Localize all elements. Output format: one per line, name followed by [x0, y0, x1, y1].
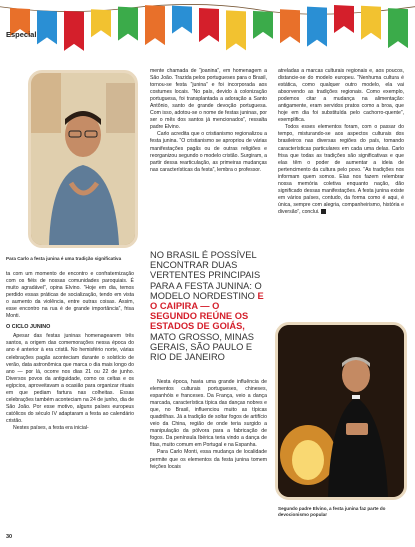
festive-flag [64, 11, 84, 51]
paragraph: Apesar das festas juninas homenagearem três santos, a origem das comemorações nessa época do ano é anterior à era cristã. No hemisfério norte, várias celebrações pagãs aconteciam durante o solstício de verão, data astronômica que marca o dia mais longo do ano — por lá, ocorre nos dias 21 ou 22 de junho. Diversos povos da antiguidade, como os celtas e os egípcios, aproveitavam a ocasião para organizar rituais em que pediam fartura nas colheitas. Essas celebrações também aconteciam na 24 de junho, dia de São João. Por esse motivo, alguns países europeus católicos do século IV adaptaram a festa ao calendário cristão. [6, 333, 134, 424]
article-column-2 [150, 68, 267, 174]
paragraph [278, 124, 404, 216]
festive-flag [91, 9, 111, 37]
festive-flag [388, 8, 408, 48]
festive-flag [361, 6, 381, 40]
festive-flag [253, 11, 273, 39]
section-label: Especial [6, 30, 37, 39]
photo-caption-carlo: Para Carlo a festa junina é uma tradição significativa [6, 256, 122, 261]
end-of-article-icon [321, 209, 326, 214]
festive-flag [226, 10, 246, 50]
photo-padre-elvino [275, 322, 407, 500]
paragraph: atreladas a marcas culturais regionais e, aos poucos, distancie-se do modelo europeu. “Nenhuma cultura é estática, como qualquer outro modelo, ela vai absorvendo as tradições regionais. Como exemplo, podemos citar a mudança na alimentação: antigamente, eram servidos pratos como a broa, que hoje em dia foi substituída pelo cachorro-quente”, exemplifica. [278, 68, 404, 124]
festive-flag [280, 9, 300, 43]
paragraph: Nesta época, havia uma grande influência de elementos culturais portugueses, chineses, espanhóis e franceses. Da França, veio a dança marcada, característica típica das danças nobres e que, no Brasil, influenciou muito as típicas quadrilhas. Já a tradição de soltar fogos de artifício veio da China, região de onde teria surgido a manipulação da pólvora para a fabricação de fogos. Da península Ibérica teria vindo a dança de fitas, muito comum em Portugal e na Espanha. [150, 379, 267, 449]
festive-flag-banner [0, 0, 415, 75]
festive-flag [199, 8, 219, 42]
paragraph: Para Carlo Monti, essa mudança de localidade permite que os elementos da festa junina tomem feições locais [150, 449, 267, 470]
festive-flag [334, 5, 354, 33]
article-column-3 [278, 68, 404, 216]
paragraph: Nestes países, a festa era inicial- [13, 424, 89, 431]
paragraph: Carlo acredita que o cristianismo regionalizou a festa junina. “O cristianismo se apropriou de várias manifestações pagãs ou de outras religiões e reorganizou segundo o modelo cristão. Surgiram, a partir dessa rearticulação, as primeiras mudanças nas características da festa”, lembra o professor. [150, 131, 267, 173]
article-column-2-lower [150, 379, 267, 471]
pull-quote-part2: MATO GROSSO, MINAS GERAIS, SÃO PAULO E RIO DE JANEIRO [150, 331, 254, 363]
subheading-ciclo-junino: O CICLO JUNINO [6, 324, 51, 331]
paragraph-text: Todos esses elementos foram, com o passar do tempo, misturando-se aos aspectos culturais dos brasileiros nas diversas regiões do país, tomando características particulares em cada uma delas. Carlo frisa que todas as tradições são significativas e que elas têm o poder de aumentar a ideia de pertencimento da cultura pelo povo. “As tradições nos informam quem somos. Elas nos fazem relembrar nossa memória coletiva enquanto nação, dão significado dessas manifestações. A festa junina existe em vários países, contudo, da forma como é aqui, é única, sempre com alegria, companheirismo, história e diversão”, conclui. [278, 124, 404, 215]
festive-flag [172, 6, 192, 34]
article-column-1 [6, 271, 134, 432]
photo-caption-padre: Segundo padre Elvino, a festa junina faz parte do devocionismo popular [278, 506, 386, 517]
paragraph: mente chamada de “joanina”, em homenagem a São João. Trazida pelos portugueses para o Brasil, tornou-se festa “junina” e foi incorporada aos costumes locais. “No país, devido à colonização portuguesa, foi transplantada a adoração a Santo Antônio, santo de grande devoção portuguesa. Com isso, adotou-se o nome de festas juninas, por ser o mês dos santos já mencionados”, ressalta padre Elvino. [150, 68, 267, 131]
photo-carlo-monti [28, 70, 138, 248]
pull-quote [150, 250, 267, 362]
paragraph: ta com um momento de encontro e confraternização com os fiéis de nossas comunidades paroquiais. É muito agradável”, opina Elvino. “Hoje em dia, temos perdido essas práticas de socialização, tendo em vista o aumento da violência, entre outras coisas. Assim, esse encontro na rua é de grande importância”, frisa Monti. [6, 271, 134, 320]
pull-quote-part1: NO BRASIL É POSSÍVEL ENCONTRAR DUAS VERTENTES PRINCIPAIS PARA A FESTA JUNINA: O MODELO NORDESTINO [150, 250, 262, 301]
pull-quote-accent: E O CAIPIRA — O SEGUNDO REÚNE OS ESTADOS DE GOIÁS, [150, 290, 264, 332]
festive-flag [37, 10, 57, 44]
page-number: 30 [6, 534, 13, 540]
festive-flag [145, 5, 165, 45]
festive-flag [307, 7, 327, 47]
festive-flag [118, 7, 138, 41]
